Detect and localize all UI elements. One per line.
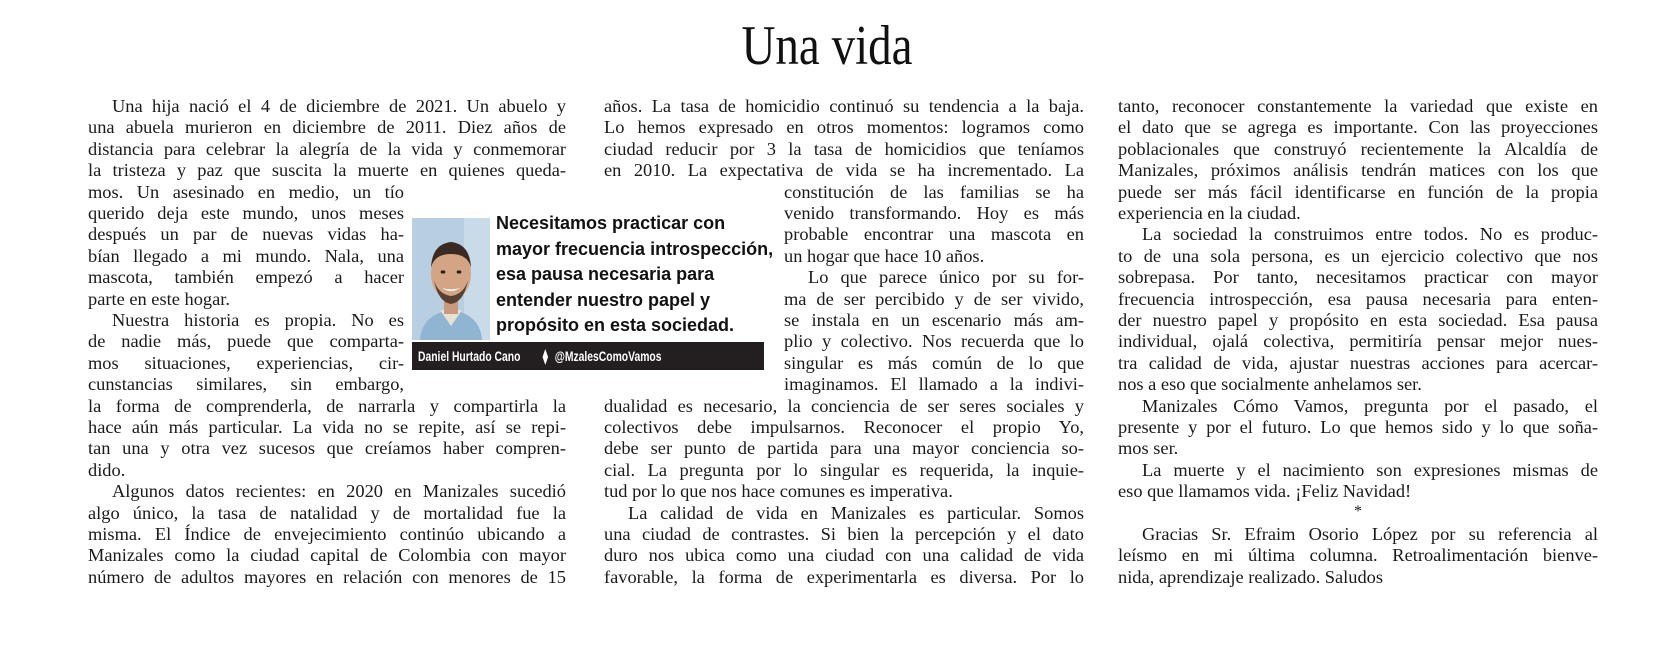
text-line: ma de ser percibido y de ser vivido, <box>784 288 1084 309</box>
text-line: der nuestro papel y propósito en esta sociedad. Esa pausa <box>1118 310 1598 331</box>
pullquote-line: propósito en esta sociedad. <box>496 315 735 335</box>
text-line: cunstancias similares, sin embargo, <box>88 374 404 395</box>
text-line: frecuencia introspección, esa pausa necesaria para enten- <box>1118 288 1598 309</box>
text-line: el dato que se agrega es importante. Con las proyecciones <box>1118 117 1598 138</box>
text-line: individual, ojalá colectiva, permitiría pensar mejor nues- <box>1118 331 1598 352</box>
text-line: La sociedad la construimos entre todos. No es produc- <box>1142 224 1598 245</box>
text-line: Nuestra historia es propia. No es <box>112 310 404 330</box>
text-line: presente y por el futuro. Lo que hemos sido y lo que soña- <box>1118 417 1598 437</box>
text-line: algo único, la tasa de natalidad y de mortalidad fue la <box>88 502 566 523</box>
text-line: años. La tasa de homicidio continuó su tendencia a la baja. <box>604 96 1084 116</box>
text-line: sobrepasa. Por tanto, necesitamos practicar con mayor <box>1118 267 1598 288</box>
text-line: distancia para celebrar la alegría de la vida y conmemorar <box>88 138 566 159</box>
text-line: Gracias Sr. Efraim Osorio López por su referencia al <box>1142 524 1598 544</box>
col3-paragraph-4 <box>1118 460 1598 503</box>
text-line: tra calidad de vida, ajustar nuestras acciones para acercar- <box>1118 352 1598 373</box>
text-line: tan una y otra vez sucesos que creíamos haber compren- <box>88 438 566 459</box>
text-line: eso que llamamos vida. ¡Feliz Navidad! <box>1118 481 1412 502</box>
col1-paragraph-2-wrap <box>88 310 404 396</box>
pullquote-line: esa pausa necesaria para <box>496 264 715 284</box>
text-line: Manizales Cómo Vamos, pregunta por el pasado, el <box>1142 395 1598 416</box>
col1-paragraph-3 <box>88 481 566 588</box>
text-line: hace aún más particular. La vida no se repite, así se repi- <box>88 417 566 437</box>
col1-paragraph-1-wrap <box>88 182 404 310</box>
text-line: to de una sola persona, es un ejercicio colectivo que nos <box>1118 245 1598 266</box>
text-line: Manizales, próximos análisis tendrán matices con los que <box>1118 160 1598 181</box>
author-name: Daniel Hurtado Cano <box>418 348 521 364</box>
pullquote-line: mayor frecuencia introspección, <box>496 238 774 259</box>
text-line: La muerte y el nacimiento son expresiones mismas de <box>1142 460 1598 480</box>
col1-paragraph-2-rest <box>88 396 566 482</box>
text-line: ciudad reducir por 3 la tasa de homicidios que teníamos <box>604 138 1084 159</box>
text-line: Lo hemos expresado en otros momentos: logramos como <box>604 117 1084 138</box>
text-line: después un par de nuevas vidas ha- <box>88 224 404 245</box>
text-line: duro nos ubica como una ciudad con una calidad de vida <box>604 545 1084 566</box>
text-line: la tristeza y paz que suscita la muerte en quienes queda- <box>88 160 566 181</box>
text-line: mos. Un asesinado en medio, un tío <box>88 181 404 202</box>
text-line: número de adultos mayores en relación con menores de 15 <box>88 566 566 587</box>
text-line: de nadie más, puede que comparta- <box>88 331 404 352</box>
text-line: plio y colectivo. Nos recuerda que lo <box>784 331 1084 352</box>
text-line: puede ser más fácil identificarse en función de la propia <box>1118 181 1598 202</box>
text-line: dido. <box>88 459 126 480</box>
col3-paragraph-3 <box>1118 396 1598 460</box>
text-line: nos a eso que socialmente anhelamos ser. <box>1118 374 1422 395</box>
author-handle: @MzalesComoVamos <box>554 348 662 364</box>
text-line: parte en este hogar. <box>88 288 230 309</box>
text-line: una abuela murieron en diciembre de 2011. Diez años de <box>88 117 566 138</box>
article-column-3 <box>1118 96 1598 596</box>
pullquote-text <box>496 211 774 339</box>
col2-paragraph-2-wrap <box>784 267 1084 395</box>
author-photo <box>412 218 490 340</box>
text-line: mos situaciones, experiencias, cir- <box>88 352 404 373</box>
col3-paragraph-1 <box>1118 96 1598 224</box>
text-line: mos ser. <box>1118 438 1179 459</box>
text-line: Manizales como la ciudad capital de Colombia con mayor <box>88 545 566 566</box>
pullquote-line: entender nuestro papel y <box>496 289 711 310</box>
text-line: cial. La pregunta por lo singular es requerida, la inquie- <box>604 459 1084 480</box>
text-line: venido transformando. Hoy es más <box>784 203 1084 223</box>
text-line: Algunos datos recientes: en 2020 en Manizales sucedió <box>112 481 566 502</box>
text-line: La calidad de vida en Manizales es particular. Somos <box>628 502 1084 523</box>
col2-paragraph-1-top <box>604 96 1084 182</box>
text-line: la forma de comprenderla, de narrarla y compartirla la <box>88 395 566 416</box>
col2-paragraph-2-rest <box>604 396 1084 503</box>
text-line: Lo que parece único por su for- <box>808 267 1084 288</box>
text-line: Una hija nació el 4 de diciembre de 2021. Un abuelo y <box>112 96 566 116</box>
col1-paragraph-1-top <box>88 96 566 182</box>
text-line: una ciudad de contrastes. Si bien la percepción y el dato <box>604 524 1084 544</box>
col2-paragraph-1-wrap <box>784 182 1084 268</box>
text-line: tanto, reconocer constantemente la variedad que existe en <box>1118 96 1598 116</box>
text-line: nida, aprendizaje realizado. Saludos <box>1118 566 1384 587</box>
text-line: probable encontrar una mascota en <box>784 224 1084 245</box>
text-line: bían llegado a mi mundo. Nala, una <box>88 245 404 266</box>
text-line: un hogar que hace 10 años. <box>784 245 985 266</box>
author-credit-bar <box>412 342 764 370</box>
col2-paragraph-3 <box>604 503 1084 589</box>
col3-paragraph-5 <box>1118 524 1598 588</box>
text-line: misma. El Índice de envejecimiento continúo ubicando a <box>88 524 566 544</box>
text-line: favorable, la forma de experimentarla es diversa. Por lo <box>604 566 1084 587</box>
text-line: querido deja este mundo, unos meses <box>88 203 404 223</box>
pullquote-line: Necesitamos practicar con <box>496 213 726 233</box>
text-line: experiencia en la ciudad. <box>1118 203 1301 224</box>
text-line: se instala en un escenario más am- <box>784 310 1084 330</box>
text-line: colectivos debe impulsarnos. Reconocer el propio Yo, <box>604 417 1084 437</box>
headline: Una vida <box>741 15 913 77</box>
pullquote-box <box>412 205 774 371</box>
text-line: en 2010. La expectativa de vida se ha incrementado. La <box>604 160 1084 181</box>
text-line: leísmo en mi última columna. Retroalimentación bienve- <box>1118 545 1598 566</box>
author-portrait-icon <box>412 218 490 340</box>
text-line: constitución de las familias se ha <box>784 181 1084 202</box>
text-line: mascota, también empezó a hacer <box>88 267 404 288</box>
col3-paragraph-2 <box>1118 224 1598 395</box>
diamond-icon: ⧫ <box>543 348 549 364</box>
text-line: imaginamos. El llamado a la indivi- <box>784 374 1084 395</box>
separator-asterisk <box>1118 503 1598 523</box>
text-line: singular es más común de lo que <box>784 352 1084 373</box>
asterisk: * <box>1354 502 1362 520</box>
text-line: poblacionales que construyó recientemente la Alcaldía de <box>1118 138 1598 159</box>
text-line: dualidad es necesario, la conciencia de ser seres sociales y <box>604 395 1084 416</box>
text-line: debe ser punto de partida para una mayor conciencia so- <box>604 438 1084 459</box>
text-line: tud por lo que nos hace comunes es imperativa. <box>604 481 953 502</box>
